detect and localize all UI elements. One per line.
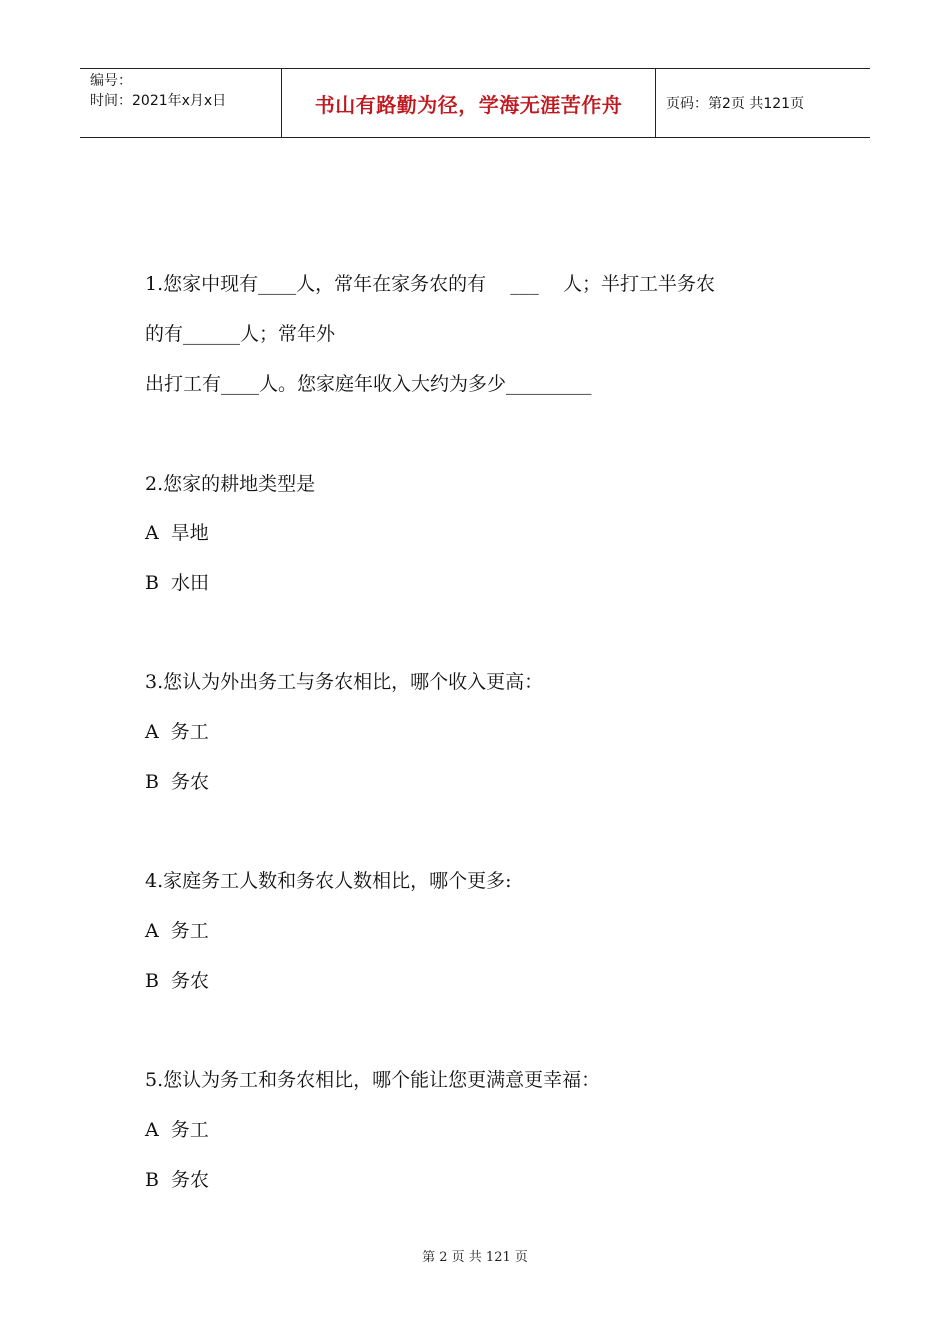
question-2-option-b: B 水田 — [145, 572, 210, 594]
header-page-info-cell — [656, 69, 870, 137]
question-5-option-a: A 务工 — [145, 1119, 209, 1141]
question-5-option-b: B 务农 — [145, 1169, 210, 1191]
header-meta — [80, 69, 282, 137]
question-1-line-3: 出打工有____人。您家庭年收入大约为多少_________ — [145, 373, 592, 395]
question-2-text: 2.您家的耕地类型是 — [145, 473, 316, 495]
question-5-text: 5.您认为务工和务农相比，哪个能让您更满意更幸福： — [145, 1069, 601, 1091]
question-1-line-2: 的有______人；常年外 — [145, 323, 336, 345]
question-4-option-b: B 务农 — [145, 970, 210, 992]
page-footer: 第 2 页 共 121 页 — [422, 1250, 528, 1265]
header-page-info: 页码：第2页 共121页 — [666, 96, 805, 112]
question-4-option-a: A 务工 — [145, 920, 209, 942]
question-3-option-a: A 务工 — [145, 721, 209, 743]
question-1-line-1: 1.您家中现有____人，常年在家务农的有 ___ 人；半打工半务农 — [145, 273, 715, 295]
question-4-text: 4.家庭务工人数和务农人数相比，哪个更多: — [145, 870, 512, 892]
header-motto-cell — [282, 69, 656, 137]
header-motto: 书山有路勤为径，学海无涯苦作舟 — [314, 92, 623, 117]
header-time-label: 时间：2021年x月x日 — [90, 93, 227, 109]
question-3-option-b: B 务农 — [145, 771, 210, 793]
page-header — [80, 68, 870, 138]
question-2-option-a: A 旱地 — [145, 522, 209, 544]
header-number-label: 编号： — [90, 73, 132, 89]
question-3-text: 3.您认为外出务工与务农相比，哪个收入更高： — [145, 671, 544, 693]
